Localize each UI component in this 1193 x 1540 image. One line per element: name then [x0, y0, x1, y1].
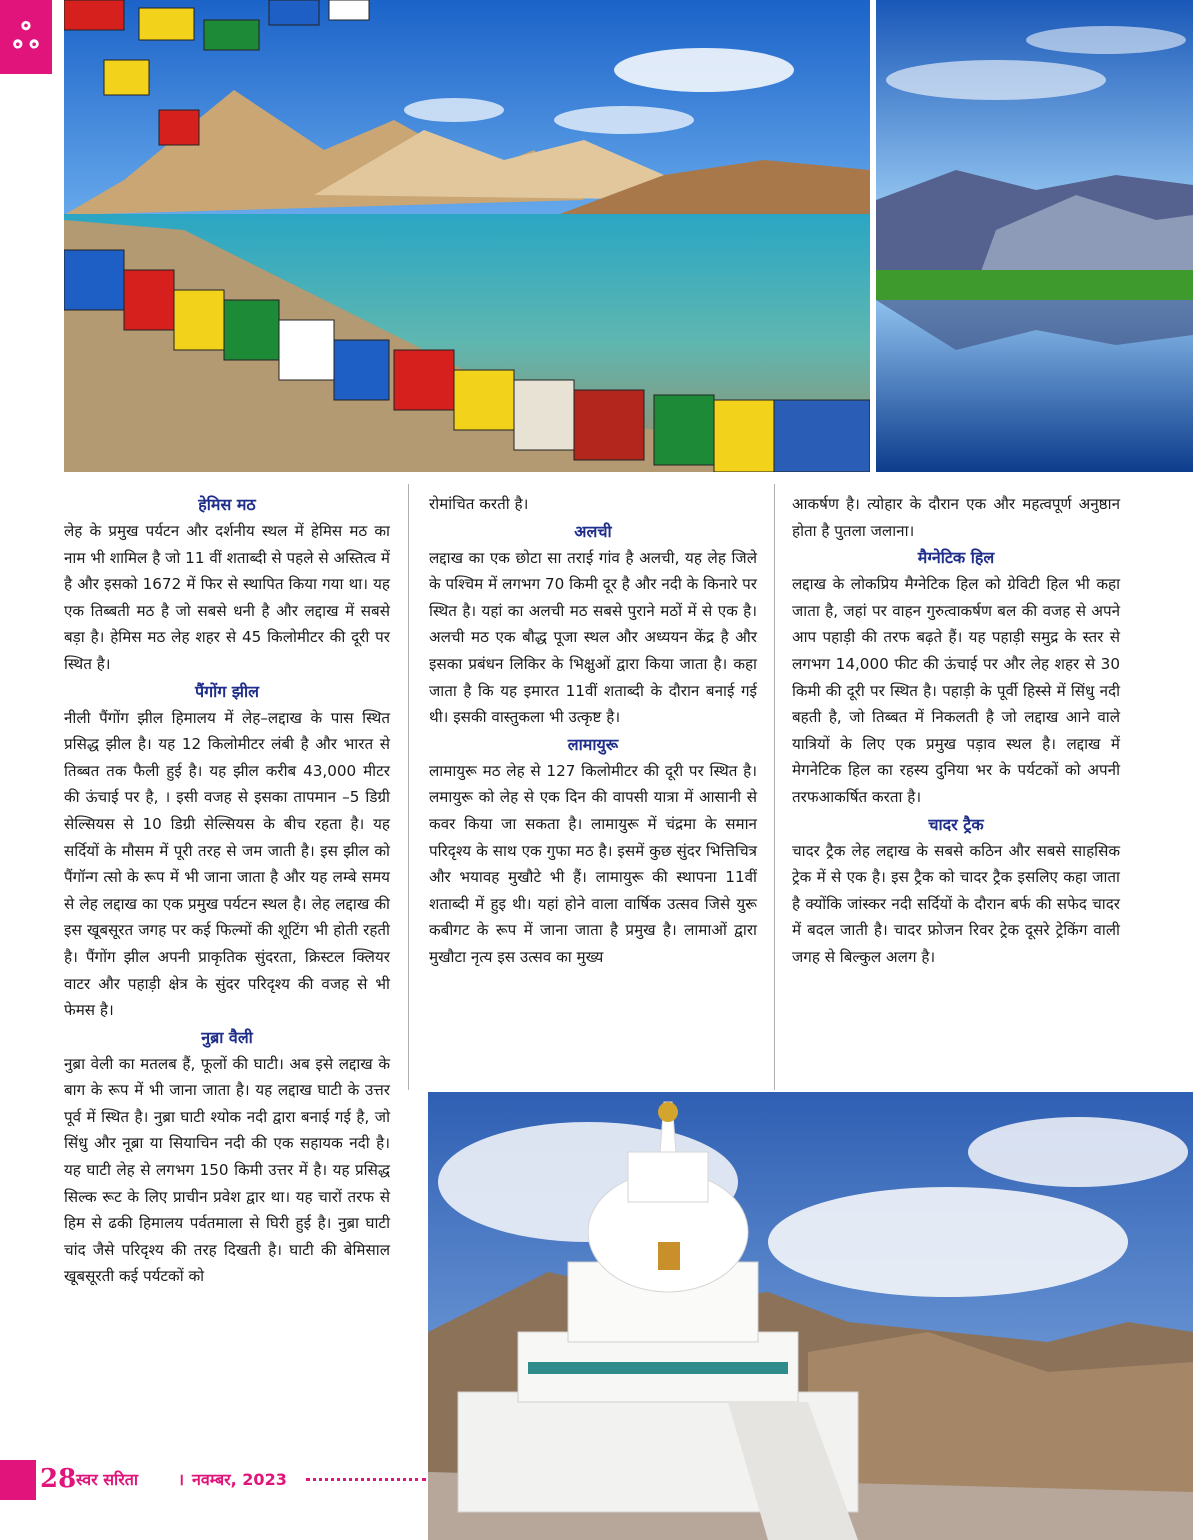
footer-dotted-rule — [306, 1478, 426, 1481]
logo-mark-icon: ஃ — [12, 17, 40, 57]
section-body-alchi: लद्दाख का एक छोटा सा तराई गांव है अलची, यह लेह जिले के पश्चिम में लगभग 70 किमी दूर है और नदी के किनारे पर स्थित है। यहां का अलची मठ सबसे पुराने मठों में से एक है। अलची मठ एक बौद्ध पूजा स्थल और अध्ययन केंद्र है और इसका प्रबंधन लिकिर के भिक्षुओं द्वारा किया जाता है। कहा जाता है कि यह इमारत 11वीं शताब्दी के दौरान बनाई गई थी। इसकी वास्तुकला भी उत्कृष्ट है। — [429, 548, 757, 727]
section-heading-chadar: चादर ट्रैक — [928, 814, 984, 834]
magazine-corner-logo — [0, 0, 52, 74]
article-column-2 — [429, 491, 757, 971]
page-number: 28 — [40, 1464, 77, 1494]
section-heading-alchi: अलची — [574, 521, 612, 541]
section-heading-magnetic-hill: मैग्नेटिक हिल — [917, 548, 995, 568]
section-body-pangong: नीली पैंगोंग झील हिमालय में लेह–लद्दाख के पास स्थित प्रसिद्ध झील है। यह 12 किलोमीटर लंबी है और भारत से तिब्बत तक फैली हुई है। यह झील करीब 43,000 मीटर की ऊंचाई पर है, । इसी वजह से इसका तापमान –5 डिग्री सेल्सियस से 10 डिग्री सेल्सियस के बीच रहता है। यह सर्दियों के मौसम में पूरी तरह से जम जाती है। इस झील को पैंगॉन्ग त्सो के रूप में भी जाना जाता है और यह लम्बे समय से लेह लद्दाख का एक प्रमुख पर्यटन स्थल है। लेह लद्दाख की इस खूबसूरत जगह पर कई फिल्मों की शूटिंग भी होती रहती है। पैंगोंग झील अपनी प्राकृतिक सुंदरता, क्रिस्टल क्लियर वाटर और पहाड़ी क्षेत्र के सुंदर परिदृश्य की वजह से भी फेमस है। — [64, 708, 390, 1020]
shanti-stupa-photo — [428, 1092, 1193, 1540]
section-body-magnetic-hill: लद्दाख के लोकप्रिय मैग्नेटिक हिल को ग्रेविटी हिल भी कहा जाता है, जहां पर वाहन गुरुत्वाकर्षण बल की वजह से अपने आप पहाड़ी की तरफ बढ़ते हैं। यह पहाड़ी समुद्र के स्तर से लगभग 14,000 फीट की ऊंचाई पर और लेह शहर से 30 किमी की दूरी पर स्थित है। पहाड़ी के पूर्वी हिस्से में सिंधु नदी बहती है, जो तिब्बत में निकलती है जो लद्दाख आने वाले यात्रियों के लिए एक प्रमुख पड़ाव स्थल है। लद्दाख में मेगनेटिक हिल का रहस्य दुनिया भर के पर्यटकों को अपनी तरफआकर्षित करता है। — [792, 575, 1120, 806]
column-divider — [408, 484, 409, 1090]
section-heading-nubra: नुब्रा वैली — [201, 1027, 253, 1047]
nubra-valley-reflection-photo — [876, 0, 1193, 472]
article-column-3 — [792, 491, 1120, 971]
section-heading-lamayuru: लामायुरू — [567, 734, 619, 754]
article-column-1 — [64, 491, 390, 1290]
section-heading-hemis: हेमिस मठ — [198, 495, 256, 514]
pangong-lake-photo — [64, 0, 870, 472]
section-heading-pangong: पैंगोंग झील — [195, 681, 259, 701]
section-body-nubra: नुब्रा वेली का मतलब हैं, फूलों की घाटी। अब इसे लद्दाख के बाग के रूप में भी जाना जाता है। यह लद्दाख घाटी के उत्तर पूर्व में स्थित है। नुब्रा घाटी श्योक नदी द्वारा बनाई गई है, जो सिंधु और नूब्रा या सियाचिन नदी की एक सहायक नदी है। यह घाटी लेह से लगभग 150 किमी उत्तर में है। यह प्रसिद्ध सिल्क रूट के लिए प्राचीन प्रवेश द्वार था। यह चारों तरफ से हिम से ढकी हिमालय पर्वतमाला से घिरी हुई है। नुब्रा घाटी चांद जैसे परिदृश्य की तरह दिखती है। घाटी की बेमिसाल खूबसूरती कई पर्यटकों को — [64, 1054, 390, 1286]
column-divider — [774, 484, 775, 1090]
section-body-lamayuru: लामायुरू मठ लेह से 127 किलोमीटर की दूरी पर स्थित है। लमायुरू को लेह से एक दिन की वापसी यात्रा में आसानी से कवर किया जा सकता है। लामायुरू में चंद्रमा के समान परिदृश्य के साथ एक गुफा मठ है। इसमें कुछ सुंदर भित्तिचित्र और भयावह मुखौटे भी हैं। लामायुरू की स्थापना 11वीं शताब्दी में हुइ थी। यहां होने वाला वार्षिक उत्सव जिसे युरू कबीगट के रूप में जाना जाता है प्रमुख है। लामाओं द्वारा मुखौटा नृत्य इस उत्सव का मुख्य — [429, 761, 757, 966]
page-footer — [0, 1460, 428, 1500]
footer-accent-bar — [0, 1460, 36, 1500]
magazine-name: स्वर सरिता — [76, 1470, 139, 1489]
section-body-nubra-continued: रोमांचित करती है। — [429, 495, 529, 513]
section-body-lamayuru-continued: आकर्षण है। त्योहार के दौरान एक और महत्वपूर्ण अनुष्ठान होता है पुतला जलाना। — [792, 495, 1120, 540]
section-body-chadar: चादर ट्रैक लेह लद्दाख के सबसे कठिन और सबसे साहसिक ट्रेक में से एक है। इस ट्रैक को चादर ट्रैक इसलिए कहा जाता है क्योंकि जांस्कर नदी सर्दियों के दौरान बर्फ की सफेद चादर में बदल जाती है। चादर फ्रोजन रिवर ट्रेक दूसरे ट्रेकिंग वाली जगह से बिल्कुल अलग है। — [792, 841, 1120, 966]
section-body-hemis: लेह के प्रमुख पर्यटन और दर्शनीय स्थल में हेमिस मठ का नाम भी शामिल है जो 11 वीं शताब्दी से पहले से अस्तित्व में है और इसको 1672 में फिर से स्थापित किया गया था। यह एक तिब्बती मठ है जो सबसे धनी है और लद्दाख में सबसे बड़ा है। हेमिस मठ लेह शहर से 45 किलोमीटर की दूरी पर स्थित है। — [64, 522, 390, 673]
issue-date: नवम्बर, 2023 — [192, 1470, 287, 1489]
footer-separator: । — [178, 1470, 185, 1489]
